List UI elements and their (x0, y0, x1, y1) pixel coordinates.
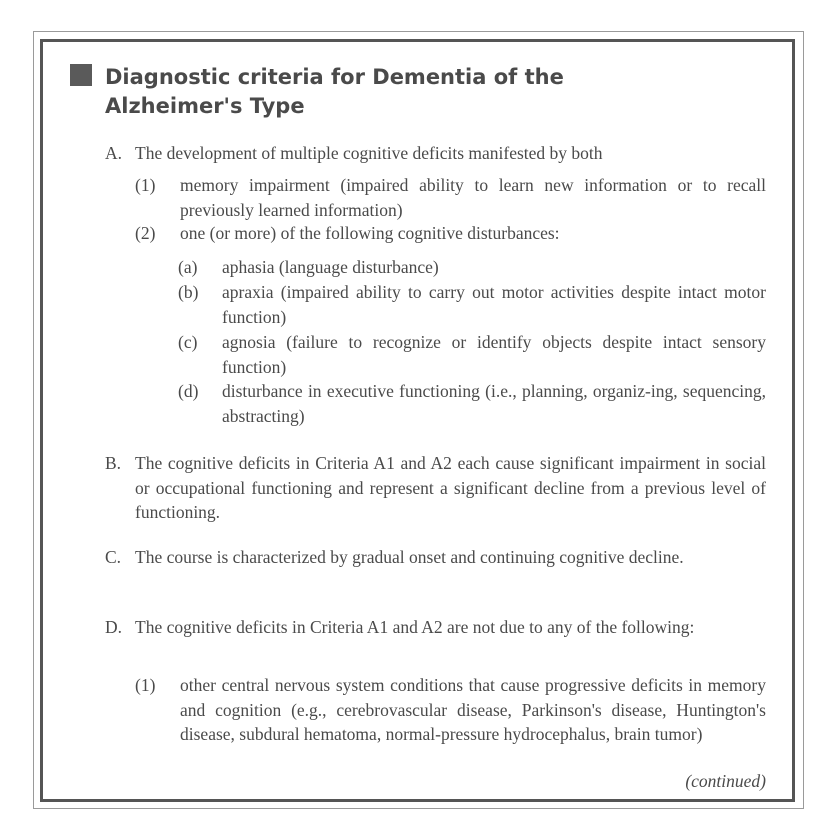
criterion-text: aphasia (language disturbance) (222, 257, 439, 277)
criterion-text: other central nervous system conditions that cause progressive deficits in memory and cognition (e.g., cerebrovascular disease, Parkinson's disease, Huntington's disease, subdural hematoma, normal-pressure hydrocephalus, brain tumor) (180, 675, 766, 744)
criterion-c (105, 545, 766, 570)
criterion-a2d (178, 379, 766, 428)
criterion-a (105, 141, 766, 166)
section-square-icon (70, 64, 92, 86)
criterion-label: C. (105, 547, 122, 567)
criterion-label: (a) (178, 257, 198, 277)
criterion-a2b (178, 280, 766, 329)
continued-note: (continued) (685, 771, 766, 791)
criterion-text: apraxia (impaired ability to carry out motor activities despite intact motor function) (222, 282, 766, 327)
criterion-label: (1) (135, 175, 156, 195)
criterion-d (105, 615, 766, 640)
criterion-text: memory impairment (impaired ability to learn new information or to recall previously learned information) (180, 175, 766, 220)
criterion-label: (c) (178, 332, 198, 352)
criterion-text: one (or more) of the following cognitive disturbances: (180, 223, 560, 243)
criterion-label: B. (105, 453, 122, 473)
criterion-label: (2) (135, 223, 156, 243)
criterion-text: The development of multiple cognitive deficits manifested by both (135, 143, 603, 163)
criterion-a1 (135, 173, 766, 222)
criterion-text: The cognitive deficits in Criteria A1 and A2 each cause significant impairment in social or occupational functioning and represent a significant decline from a previous level of functioning. (135, 453, 766, 522)
criterion-a2a (178, 255, 766, 280)
criterion-label: (1) (135, 675, 156, 695)
criterion-text: disturbance in executive functioning (i.e., planning, organiz-ing, sequencing, abstracting) (222, 381, 766, 426)
criterion-label: A. (105, 143, 123, 163)
criterion-label: D. (105, 617, 123, 637)
criterion-a2c (178, 330, 766, 379)
criterion-b (105, 451, 766, 525)
box-title: Diagnostic criteria for Dementia of the Alzheimer's Type (105, 65, 564, 118)
criterion-label: (b) (178, 282, 199, 302)
criterion-text: The course is characterized by gradual onset and continuing cognitive decline. (135, 547, 684, 567)
criterion-a2 (135, 221, 766, 246)
criterion-text: The cognitive deficits in Criteria A1 and A2 are not due to any of the following: (135, 617, 695, 637)
criterion-text: agnosia (failure to recognize or identify objects despite intact sensory function) (222, 332, 766, 377)
criterion-d1 (135, 673, 766, 747)
criterion-label: (d) (178, 381, 199, 401)
